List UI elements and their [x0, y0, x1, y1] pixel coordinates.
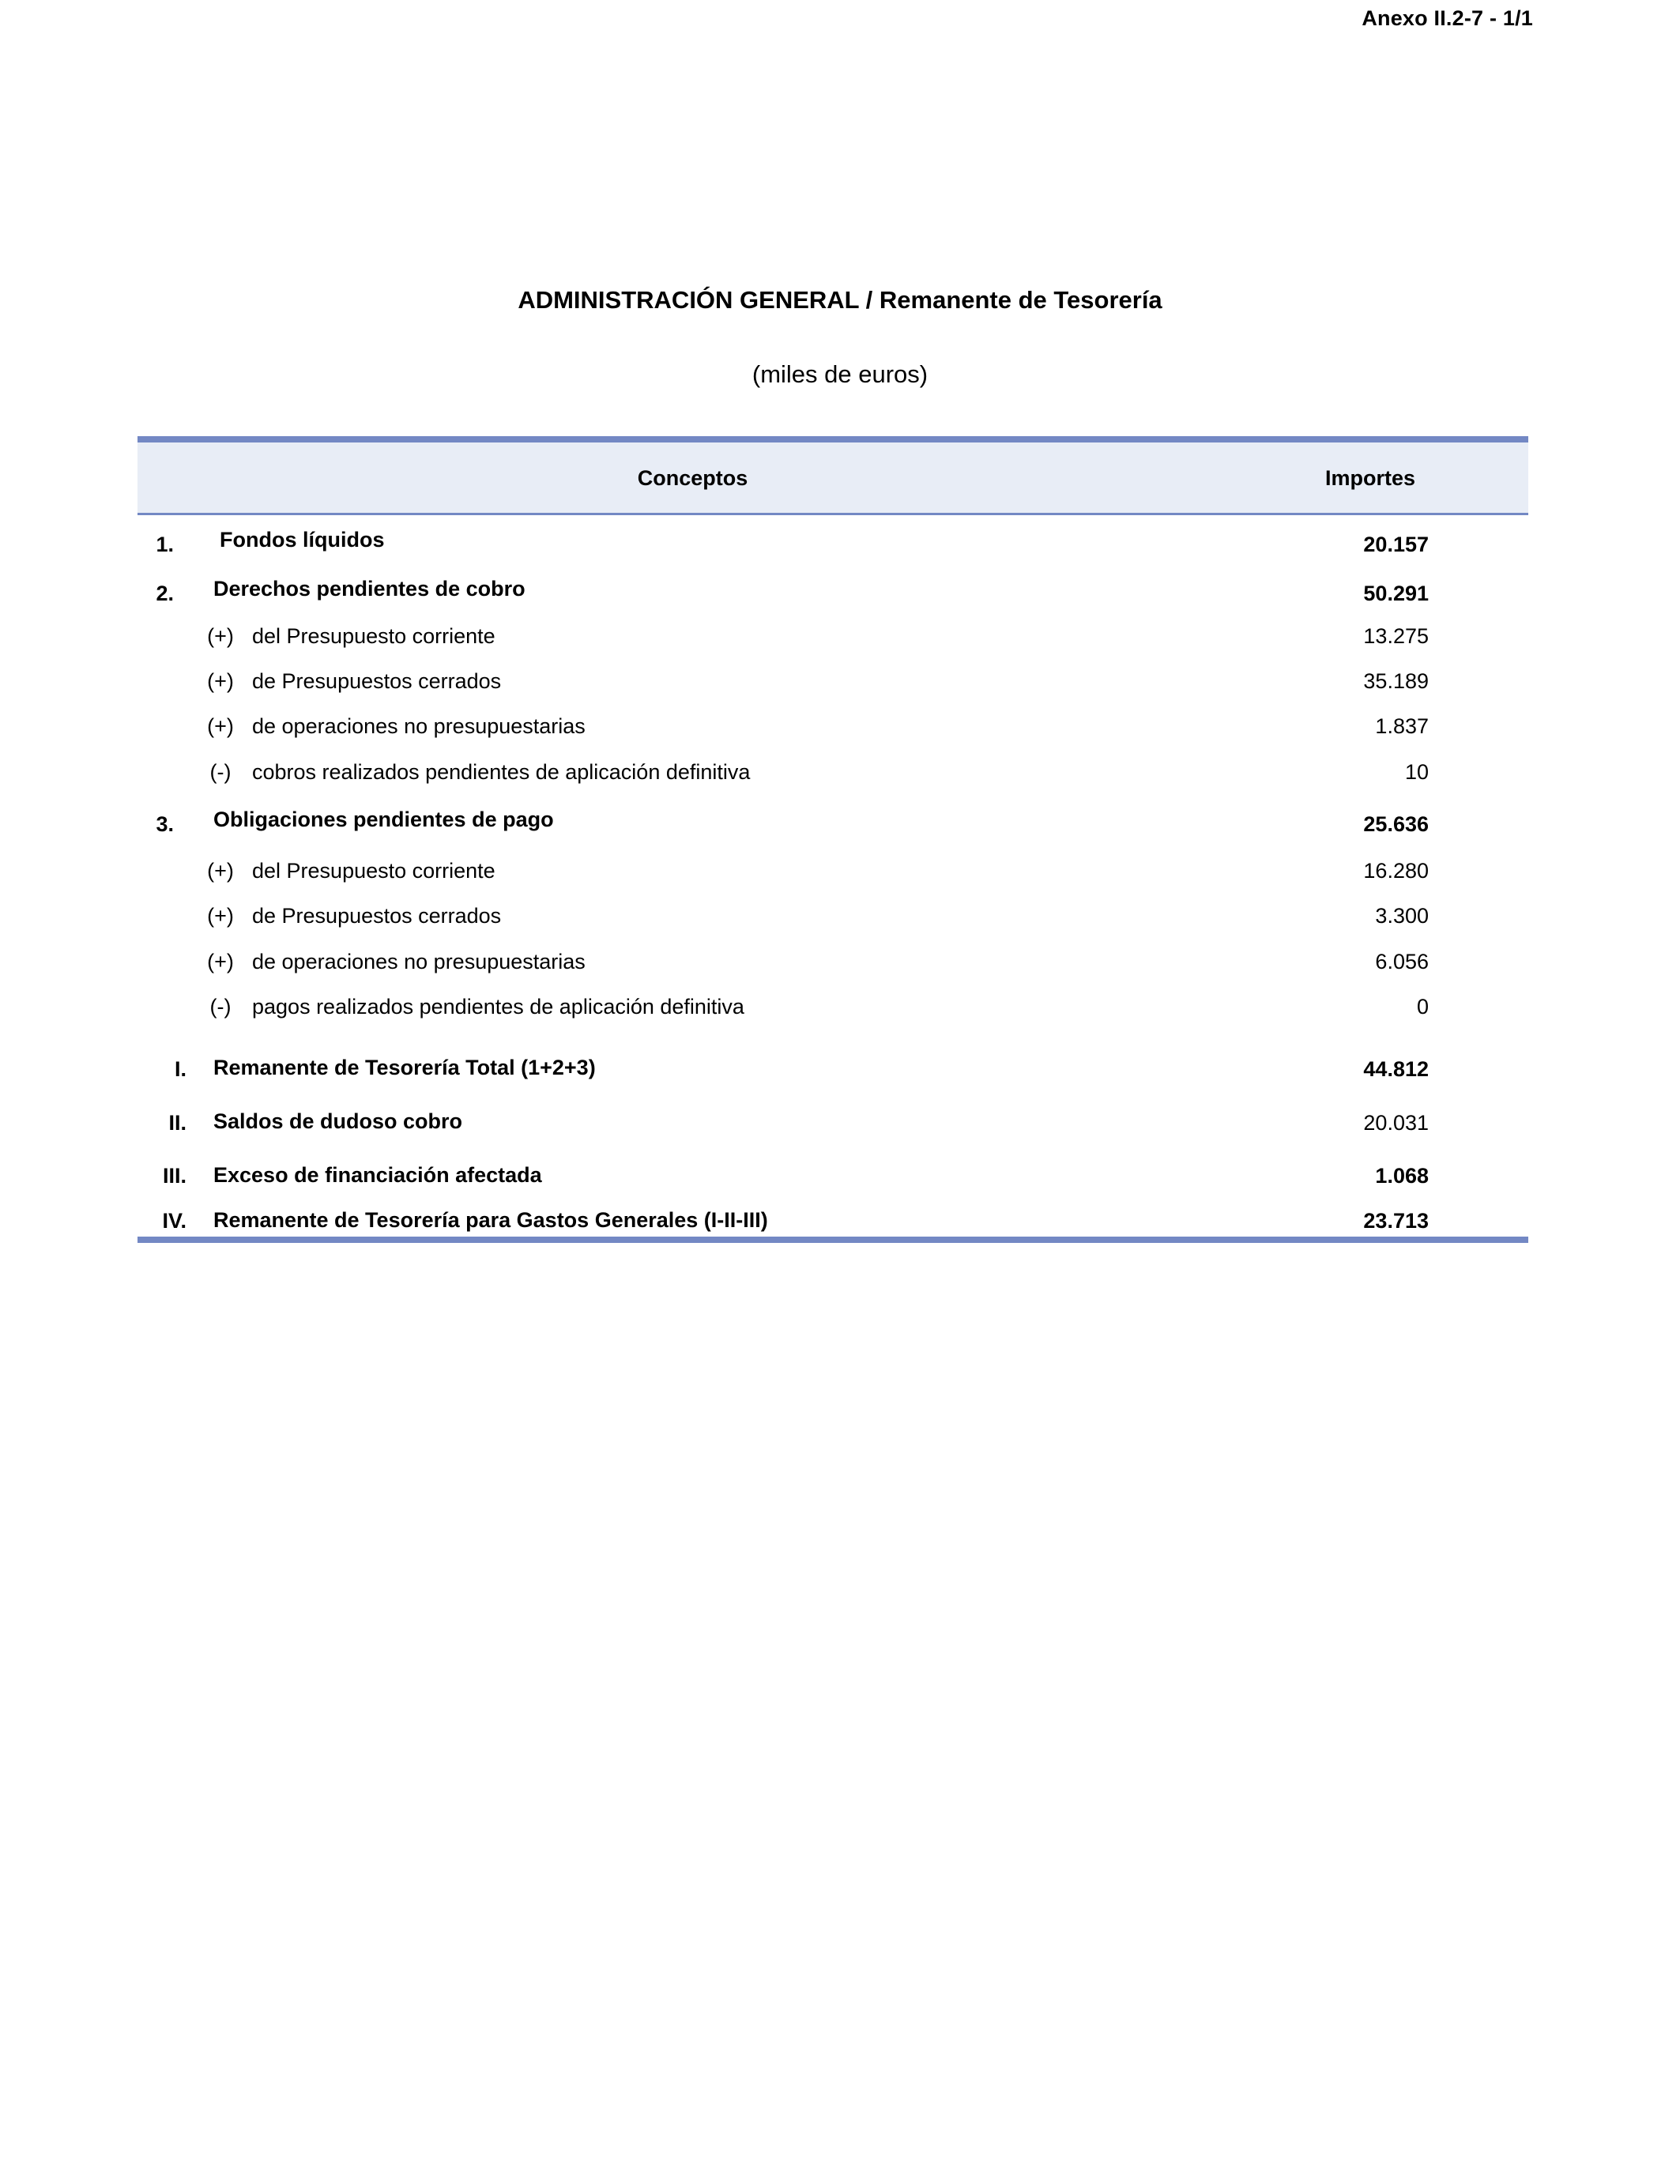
table-row-saldos-dudoso-cobro: [137, 1109, 1528, 1141]
column-header-amounts: Importes: [1324, 466, 1416, 490]
table-row-remanente-total: [137, 1056, 1528, 1087]
page-title: ADMINISTRACIÓN GENERAL / Remanente de Tesorería: [518, 286, 1162, 314]
row-label: pagos realizados pendientes de aplicación definitiva: [252, 995, 744, 1019]
table-row-obligaciones-presupuestos-cerrados: [137, 904, 1528, 936]
table-row-pagos-pendientes-aplicacion: [137, 995, 1528, 1026]
row-amount: 20.031: [1363, 1111, 1429, 1135]
row-sign: (+): [207, 669, 234, 693]
row-label: de Presupuestos cerrados: [252, 669, 502, 693]
row-number: 1.: [156, 533, 174, 556]
table-row-derechos-no-presupuestarias: [137, 714, 1528, 746]
row-label: Remanente de Tesorería para Gastos Generales (I-II-III): [213, 1208, 768, 1232]
row-sign: (-): [209, 760, 232, 784]
row-label: Fondos líquidos: [220, 528, 385, 552]
row-number: II.: [168, 1111, 186, 1135]
row-label: de Presupuestos cerrados: [252, 904, 502, 928]
row-label: cobros realizados pendientes de aplicación definitiva: [252, 760, 751, 784]
row-label: Obligaciones pendientes de pago: [213, 808, 554, 831]
row-sign: (+): [207, 859, 234, 883]
column-header-concepts: Conceptos: [637, 466, 748, 490]
row-amount: 20.157: [1363, 533, 1429, 556]
row-sign: (+): [207, 904, 234, 928]
row-number: 3.: [156, 812, 174, 836]
row-label: del Presupuesto corriente: [252, 624, 495, 648]
row-label: del Presupuesto corriente: [252, 859, 495, 883]
row-label: de operaciones no presupuestarias: [252, 714, 586, 738]
table-row-derechos: [137, 577, 1528, 608]
table-row-remanente-gastos-generales: [137, 1208, 1528, 1240]
annex-reference: Anexo II.2-7 - 1/1: [1362, 6, 1533, 30]
row-label: de operaciones no presupuestarias: [252, 950, 586, 973]
row-sign: (+): [207, 950, 234, 973]
row-number: I.: [174, 1057, 186, 1081]
row-amount: 23.713: [1363, 1209, 1429, 1233]
row-amount: 25.636: [1363, 812, 1429, 836]
row-amount: 1.068: [1375, 1164, 1429, 1188]
row-number: III.: [162, 1164, 186, 1188]
row-number: IV.: [162, 1209, 186, 1233]
row-amount: 6.056: [1375, 950, 1429, 973]
row-amount: 0: [1416, 995, 1429, 1019]
row-label: Derechos pendientes de cobro: [213, 577, 525, 601]
table-row-obligaciones-no-presupuestarias: [137, 950, 1528, 981]
row-amount: 1.837: [1375, 714, 1429, 738]
row-sign: (+): [207, 714, 234, 738]
table-bottom-rule: [137, 1237, 1528, 1243]
row-amount: 10: [1404, 760, 1429, 784]
table-row-exceso-financiacion: [137, 1163, 1528, 1195]
table-row-fondos-liquidos: [137, 528, 1528, 559]
row-label: Saldos de dudoso cobro: [213, 1109, 463, 1133]
row-amount: 35.189: [1363, 669, 1429, 693]
row-amount: 13.275: [1363, 624, 1429, 648]
page-subtitle: (miles de euros): [751, 360, 929, 388]
row-amount: 50.291: [1363, 582, 1429, 605]
table-header: [137, 442, 1528, 515]
table-row-derechos-presupuesto-corriente: [137, 624, 1528, 656]
row-amount: 16.280: [1363, 859, 1429, 883]
row-label: Exceso de financiación afectada: [213, 1163, 542, 1187]
table-row-obligaciones-presupuesto-corriente: [137, 859, 1528, 891]
row-number: 2.: [156, 582, 174, 605]
table-row-derechos-presupuestos-cerrados: [137, 669, 1528, 701]
table-top-rule: [137, 436, 1528, 442]
row-label: Remanente de Tesorería Total (1+2+3): [213, 1056, 596, 1079]
row-sign: (-): [209, 995, 232, 1019]
row-sign: (+): [207, 624, 234, 648]
table-row-cobros-pendientes-aplicacion: [137, 760, 1528, 792]
row-amount: 3.300: [1375, 904, 1429, 928]
table-row-obligaciones: [137, 808, 1528, 839]
row-amount: 44.812: [1363, 1057, 1429, 1081]
